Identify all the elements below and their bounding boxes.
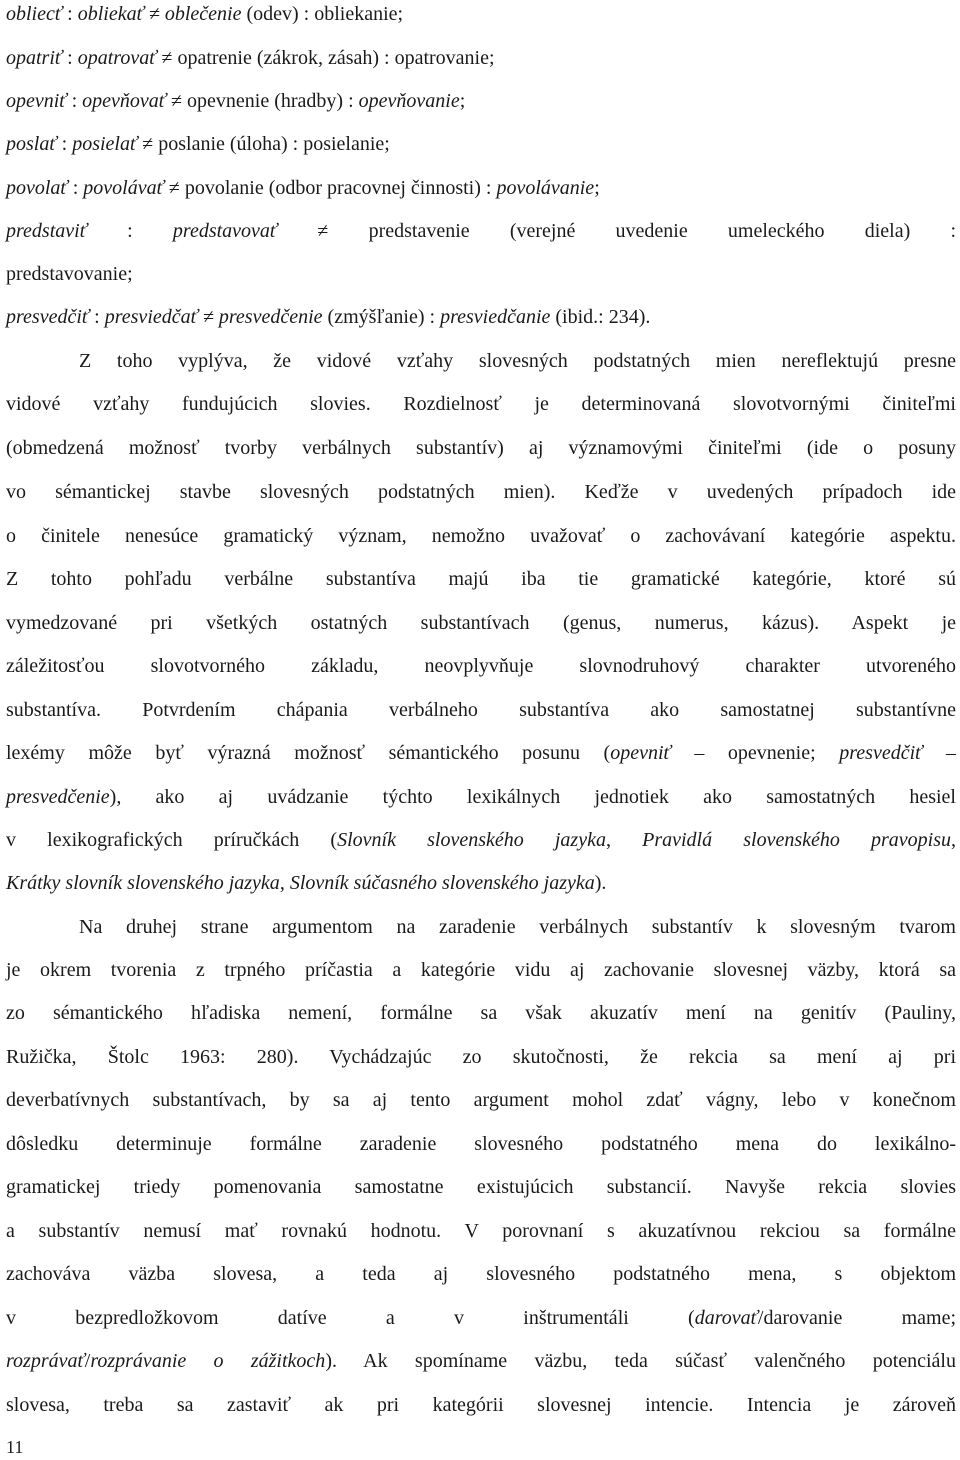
- text-run: ≠ opevnenie (hradby) :: [166, 90, 359, 112]
- italic-run: opevňovať: [82, 90, 167, 112]
- text-line: [6, 1347, 956, 1375]
- text-run: ;: [594, 177, 600, 199]
- italic-run: presvedčenie: [6, 786, 110, 808]
- text-line: [6, 1130, 956, 1158]
- text-run: (ibid.: 234).: [550, 306, 651, 328]
- text-run: ,: [279, 872, 290, 894]
- text-run: zo sémantického hľadiska nemení, formálne sa však akuzatív mení na genitív (Pauliny,: [6, 1002, 956, 1024]
- text-run: ≠ povolanie (odbor pracovnej činnosti) :: [163, 177, 497, 199]
- text-run: ,: [605, 829, 643, 851]
- text-line: [6, 1086, 956, 1114]
- text-run: Ružička, Štolc 1963: 280). Vychádzajúc zo skutočnosti, že rekcia sa mení aj pri: [6, 1046, 956, 1068]
- text-run: záležitosťou slovotvorného základu, neovplyvňuje slovnodruhový charakter utvoreného: [6, 655, 956, 677]
- text-line: [6, 390, 956, 418]
- italic-run: presvedčiť: [839, 742, 923, 764]
- text-run: je okrem tvorenia z trpného príčastia a kategórie vidu aj zachovanie slovesnej väzby, ktorá sa: [6, 959, 956, 981]
- text-run: ,: [951, 829, 957, 851]
- text-line: [6, 783, 956, 811]
- text-line: [6, 913, 956, 941]
- italic-run: povolávanie: [496, 177, 595, 199]
- text-run: Na druhej strane argumentom na zaradenie verbálnych substantív k slovesným tvarom: [79, 916, 956, 938]
- text-run: o činitele nenesúce gramatický význam, nemožno uvažovať o zachovávaní kategórie aspektu.: [6, 525, 956, 547]
- page-number: 11: [6, 1437, 24, 1457]
- text-run: ≠ poslanie (úloha) : posielanie;: [137, 133, 390, 155]
- text-run: ≠ opatrenie (zákrok, zásah) : opatrovanie;: [156, 47, 495, 69]
- text-line: [6, 347, 956, 375]
- text-run: :: [62, 3, 78, 25]
- text-line: [6, 999, 956, 1027]
- text-run: deverbatívnych substantívach, by sa aj tento argument mohol zdať vágny, lebo v konečnom: [6, 1089, 956, 1111]
- text-run: v bezpredložkovom datíve a v inštrumentáli (: [6, 1307, 695, 1329]
- text-run: :: [56, 133, 73, 155]
- italic-run: presviedčať ≠ presvedčenie: [104, 306, 323, 328]
- text-line: [6, 174, 956, 202]
- italic-run: Pravidlá slovenského pravopisu: [642, 829, 952, 851]
- italic-run: rozprávanie o zážitkoch: [90, 1350, 326, 1372]
- text-line: [6, 434, 956, 462]
- text-line: [6, 696, 956, 724]
- text-run: ).: [594, 872, 607, 894]
- text-line: [6, 1217, 956, 1245]
- italic-run: predstavovať: [172, 220, 278, 242]
- text-line: [6, 217, 956, 245]
- italic-run: povolávať: [83, 177, 164, 199]
- text-run: vymedzované pri všetkých ostatných substantívach (genus, numerus, kázus). Aspekt je: [6, 612, 956, 634]
- italic-run: obliekať ≠ oblečenie: [77, 3, 242, 25]
- text-run: (obmedzená možnosť tvorby verbálnych substantív) aj významovými činiteľmi (ide o posuny: [6, 437, 956, 459]
- italic-run: opevňovanie: [358, 90, 460, 112]
- text-line: [6, 130, 956, 158]
- text-line: [6, 652, 956, 680]
- text-run: :: [62, 47, 78, 69]
- italic-run: poslať: [6, 133, 57, 155]
- italic-run: rozprávať: [6, 1350, 85, 1372]
- text-line: [6, 565, 956, 593]
- text-run: a substantív nemusí mať rovnakú hodnotu. V porovnaní s akuzatívnou rekciou sa formálne: [6, 1220, 956, 1242]
- text-line: [6, 609, 956, 637]
- italic-run: presvedčiť: [6, 306, 90, 328]
- text-run: – opevnenie;: [670, 742, 840, 764]
- text-line: [6, 869, 956, 897]
- text-line: [6, 1391, 956, 1419]
- text-run: Z tohto pohľadu verbálne substantíva majú iba tie gramatické kategórie, ktoré sú: [6, 568, 956, 590]
- text-run: :: [66, 90, 83, 112]
- text-line: [6, 44, 956, 72]
- text-run: zachováva väzba slovesa, a teda aj slovesného podstatného mena, s objektom: [6, 1263, 956, 1285]
- text-line: [6, 1260, 956, 1288]
- italic-run: darovať: [694, 1307, 758, 1329]
- text-line: [6, 0, 956, 28]
- text-line: [6, 87, 956, 115]
- text-run: /: [84, 1350, 91, 1372]
- text-run: vidové vzťahy fundujúcich slovies. Rozdielnosť je determinovaná slovotvornými činiteľmi: [6, 393, 956, 415]
- text-line: [6, 739, 956, 767]
- text-run: Z toho vyplýva, že vidové vzťahy slovesných podstatných mien nereflektujú presne: [79, 350, 956, 372]
- text-line: [6, 956, 956, 984]
- text-run: ≠ predstavenie (verejné uvedenie umeleckého diela) :: [277, 220, 956, 242]
- text-run: gramatickej triedy pomenovania samostatne existujúcich substancií. Navyše rekcia slovies: [6, 1176, 956, 1198]
- text-run: :: [86, 220, 173, 242]
- italic-run: opevniť: [610, 742, 671, 764]
- text-run: –: [922, 742, 956, 764]
- text-run: v lexikografických príručkách (: [6, 829, 338, 851]
- text-run: (zmýšľanie) :: [322, 306, 441, 328]
- text-run: (odev) : obliekanie;: [241, 3, 404, 25]
- italic-run: Slovník slovenského jazyka: [337, 829, 606, 851]
- text-run: ). Ak spomíname väzbu, teda súčasť valenčného potenciálu: [325, 1350, 956, 1372]
- italic-run: opatriť: [6, 47, 63, 69]
- text-line: [6, 826, 956, 854]
- text-run: vo sémantickej stavbe slovesných podstatných mien). Keďže v uvedených prípadoch ide: [6, 481, 956, 503]
- text-run: :: [89, 306, 105, 328]
- italic-run: presviedčanie: [440, 306, 551, 328]
- italic-run: predstaviť: [6, 220, 87, 242]
- italic-run: povolať: [6, 177, 68, 199]
- italic-run: opevniť: [6, 90, 67, 112]
- text-line: [6, 1043, 956, 1071]
- italic-run: Slovník súčasného slovenského jazyka: [289, 872, 595, 894]
- italic-run: posielať: [72, 133, 138, 155]
- text-run: lexémy môže byť výrazná možnosť sémantického posunu (: [6, 742, 611, 764]
- text-line: [6, 260, 956, 288]
- text-run: /darovanie mame;: [757, 1307, 956, 1329]
- italic-run: opatrovať: [77, 47, 157, 69]
- text-run: ;: [459, 90, 466, 112]
- text-run: slovesa, treba sa zastaviť ak pri kategórii slovesnej intencie. Intencia je zároveň: [6, 1394, 956, 1416]
- text-line: [6, 522, 956, 550]
- text-run: ), ako aj uvádzanie týchto lexikálnych jednotiek ako samostatných hesiel: [109, 786, 956, 808]
- text-run: :: [67, 177, 84, 199]
- text-line: [6, 1173, 956, 1201]
- text-run: substantíva. Potvrdením chápania verbálneho substantíva ako samostatnej substantívne: [6, 699, 956, 721]
- text-line: [6, 303, 956, 331]
- text-line: [6, 1304, 956, 1332]
- italic-run: obliecť: [6, 3, 63, 25]
- text-line: [6, 478, 956, 506]
- text-run: predstavovanie;: [6, 263, 133, 285]
- italic-run: Krátky slovník slovenského jazyka: [6, 872, 280, 894]
- text-run: dôsledku determinuje formálne zaradenie slovesného podstatného mena do lexikálno-: [6, 1133, 956, 1155]
